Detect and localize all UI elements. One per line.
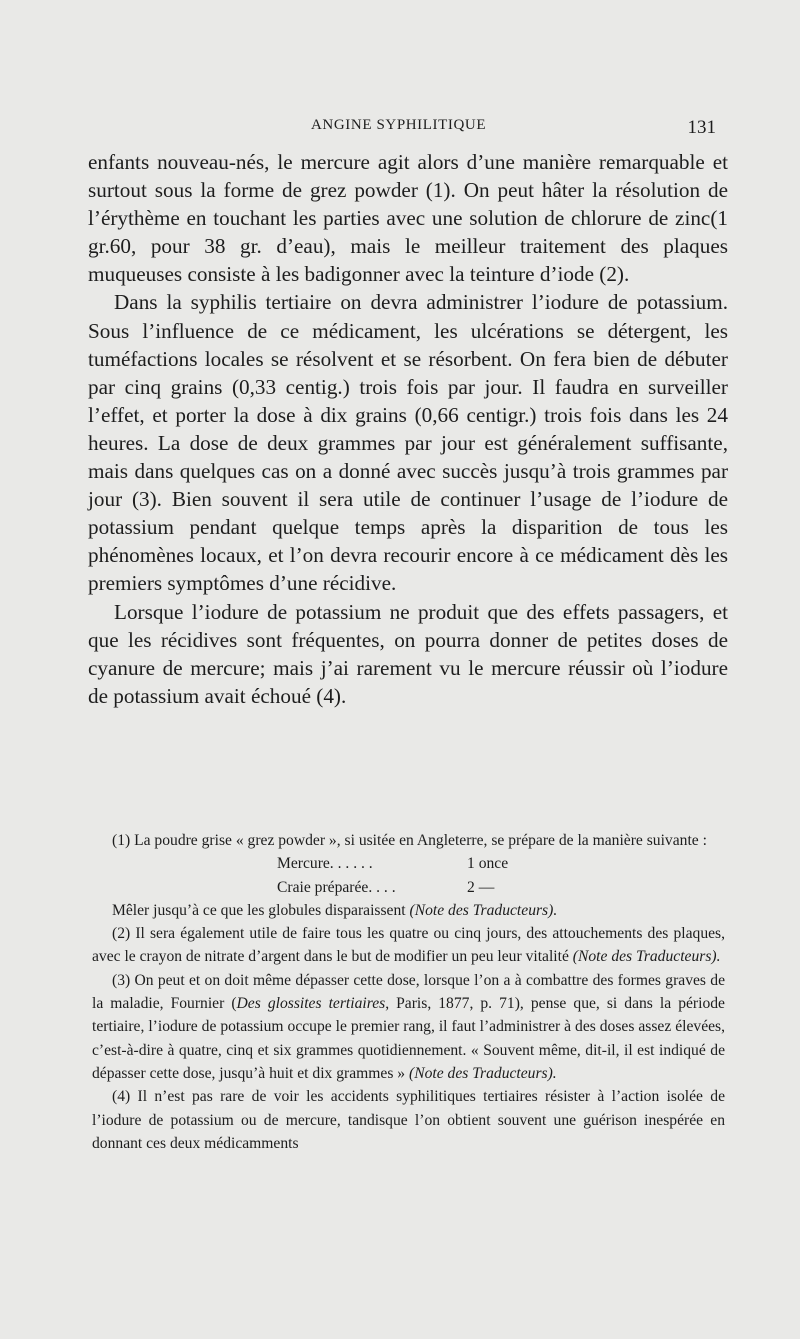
recipe-item: Craie préparée. . . . xyxy=(277,878,396,896)
footnote-1-ref: (Note des Traducteurs). xyxy=(409,901,558,919)
footnote-2-text: (2) Il sera également utile de faire tous les quatre ou cinq jours, des attouchements des plaques, avec le crayon de nitrate d’argent dans le but de modifier un peu leur vitalité xyxy=(92,925,725,966)
recipe-row xyxy=(277,876,725,899)
footnotes xyxy=(92,829,725,1155)
footnote-2 xyxy=(92,922,725,969)
paragraph-tertiary-syphilis: Dans la syphilis tertiaire on devra administrer l’iodure de potassium. Sous l’influence de ce médicament, les ulcérations se détergent, les tuméfactions locales se résolvent et se résorbent. On fera bien de débuter par cinq grains (0,33 centig.) trois fois par jour. Il faudra en surveiller l’effet, et porter la dose à dix grains (0,66 centigr.) trois fois dans les 24 heures. La dose de deux grammes par jour est généralement suffisante, mais dans quelques cas on a donné avec succès jusqu’à trois grammes par jour (3). Bien souvent il sera utile de continuer l’usage de l’iodure de potassium pendant quelque temps après la disparition de tous les phénomènes locaux, et l’on devra recourir encore à ce médicament dès les premiers symptômes d’une récidive. xyxy=(88,290,728,596)
page-number: 131 xyxy=(687,117,716,138)
paragraph-continued: enfants nouveau-nés, le mercure agit alors d’une manière remarquable et surtout sous la forme de grez powder (1). On peut hâter la résolution de l’érythème en touchant les parties avec une solution de chlorure de zinc(1 gr.60, pour 38 gr. d’eau), mais le meilleur traitement des plaques muqueuses consiste à les badigonner avec la teinture d’iode (2). xyxy=(88,150,728,287)
footnote-1-intro: (1) La poudre grise « grez powder », si usitée en Angleterre, se prépare de la manière suivante : xyxy=(112,832,707,849)
footnote-3-book-title: Des glossites tertiaires xyxy=(236,995,386,1013)
recipe-qty: 2 — xyxy=(467,878,495,896)
footnote-2-ref: (Note des Traducteurs). xyxy=(572,948,721,966)
footnote-3-ref: (Note des Traducteurs). xyxy=(409,1064,557,1082)
recipe-qty: 1 once xyxy=(467,855,509,873)
recipe-row xyxy=(277,852,725,875)
footnote-1-end-text: Mêler jusqu’à ce que les globules disparaissent xyxy=(112,901,406,919)
recipe-item: Mercure. . . . . . xyxy=(277,855,373,873)
footnote-3-part-a: (3) On peut et on doit même dépasser cette dose, lorsque l’on a à combattre des formes graves de la maladie, Fournier ( xyxy=(92,971,725,1013)
footnote-1-end xyxy=(92,899,725,922)
footnote-3 xyxy=(92,969,725,1085)
paragraph-recurrence: Lorsque l’iodure de potassium ne produit que des effets passagers, et que les récidives sont fréquentes, on pourra donner de petites doses de cyanure de mercure; mais j’ai rarement vu le mercure réussir où l’iodure de potassium avait échoué (4). xyxy=(88,599,728,708)
footnote-3-part-b: , Paris, 1877, p. 71), pense que, si dans la période tertiaire, l’iodure de potassium occupe le premier rang, il faut l’administrer à des doses assez élevées, c’est-à-dire à quatre, cinq et six grammes quotidiennement. « Souvent même, dit-il, il est indiqué de dépasser cette dose, jusqu’à huit et dix grammes » xyxy=(92,995,725,1082)
running-header xyxy=(90,117,730,141)
running-title: ANGINE SYPHILITIQUE xyxy=(311,117,487,133)
footnote-1-recipe xyxy=(92,852,725,899)
footnote-4: (4) Il n’est pas rare de voir les accidents syphilitiques tertiaires résister à l’action isolée de l’iodure de potassium ou de mercure, tandisque l’on obtient souvent une guérison inespérée en donnant ces deux médicamments xyxy=(92,1088,725,1152)
main-text xyxy=(88,148,728,710)
